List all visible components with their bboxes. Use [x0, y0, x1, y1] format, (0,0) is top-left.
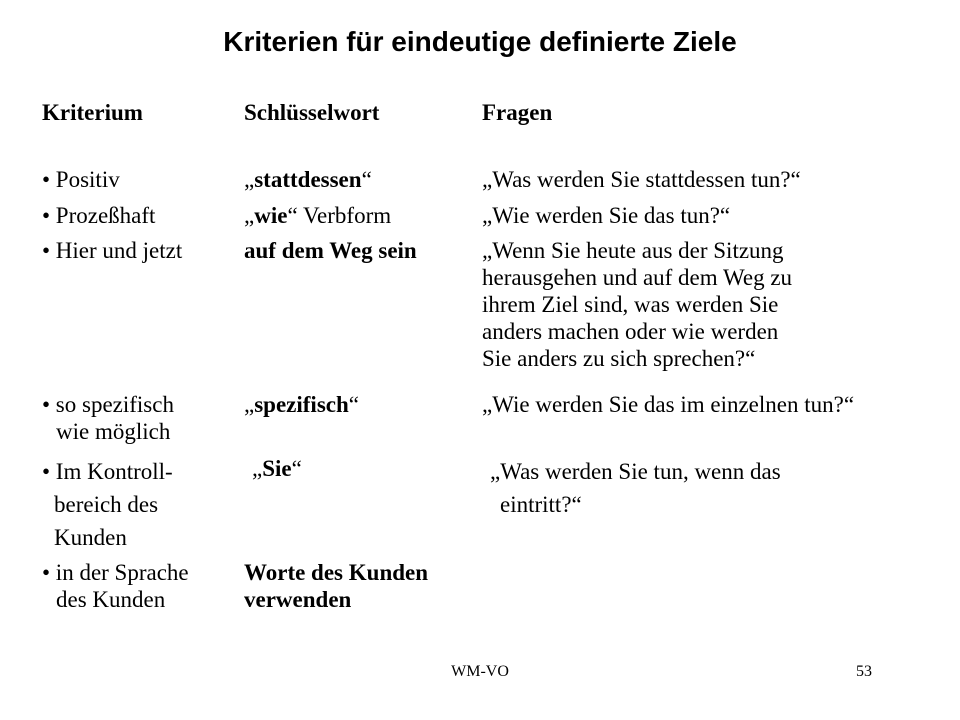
question-line: Sie anders zu sich sprechen?“	[482, 346, 756, 371]
keyword-specific	[244, 391, 359, 418]
criterion-process: • Prozeßhaft	[42, 203, 156, 228]
question-here-now	[482, 237, 792, 372]
keyword-bold: Sie	[262, 456, 292, 481]
quote-open: „	[252, 456, 263, 481]
quote-close: “	[361, 167, 372, 192]
criterion-line: • so spezifisch	[42, 392, 174, 417]
criterion-line: • Im Kontroll-	[42, 459, 173, 484]
keyword-line: Worte des Kunden	[244, 560, 429, 585]
question-positive: „Was werden Sie stattdessen tun?“	[482, 167, 801, 192]
criterion-line: des Kunden	[56, 587, 166, 612]
question-line: anders machen oder wie werden	[482, 319, 779, 344]
keyword-line: verwenden	[244, 587, 352, 612]
page-number: 53	[856, 663, 872, 680]
header-questions: Fragen	[482, 100, 553, 125]
keyword-bold: spezifisch	[254, 392, 349, 417]
quote-open: „	[244, 167, 255, 192]
keyword-language	[244, 559, 428, 613]
question-control	[490, 455, 781, 521]
question-specific: „Wie werden Sie das im einzelnen tun?“	[482, 392, 855, 417]
criterion-language	[42, 559, 189, 613]
question-line: „Was werden Sie tun, wenn das	[490, 459, 781, 484]
criterion-line: bereich des	[54, 492, 159, 517]
question-line: ihrem Ziel sind, was werden Sie	[482, 292, 779, 317]
question-line: eintritt?“	[500, 492, 582, 517]
criterion-line: Kunden	[54, 525, 127, 550]
criterion-line: • in der Sprache	[42, 560, 189, 585]
question-line: herausgehen und auf dem Weg zu	[482, 265, 793, 290]
quote-open: „	[244, 392, 255, 417]
criterion-specific	[42, 391, 174, 445]
question-process: „Wie werden Sie das tun?“	[482, 203, 731, 228]
quote-close: “	[348, 392, 359, 417]
criterion-line: wie möglich	[56, 419, 171, 444]
keyword-process	[244, 202, 391, 229]
footer-label: WM-VO	[451, 663, 509, 680]
quote-open: „	[244, 203, 255, 228]
keyword-positive	[244, 166, 372, 193]
slide-title: Kriterien für eindeutige definierte Ziele	[223, 26, 737, 57]
keyword-control	[252, 455, 302, 482]
quote-close: “	[287, 203, 298, 228]
question-line: „Wenn Sie heute aus der Sitzung	[482, 238, 784, 263]
keyword-bold: stattdessen	[254, 167, 362, 192]
keyword-rest: Verbform	[297, 203, 392, 228]
keyword-bold: wie	[254, 203, 288, 228]
keyword-here-now: auf dem Weg sein	[244, 238, 417, 263]
header-criterion: Kriterium	[42, 100, 143, 125]
quote-close: “	[291, 456, 302, 481]
criterion-here-now: • Hier und jetzt	[42, 238, 183, 263]
header-keyword: Schlüsselwort	[244, 100, 380, 125]
criterion-control	[42, 455, 173, 554]
criterion-positive: • Positiv	[42, 167, 120, 192]
